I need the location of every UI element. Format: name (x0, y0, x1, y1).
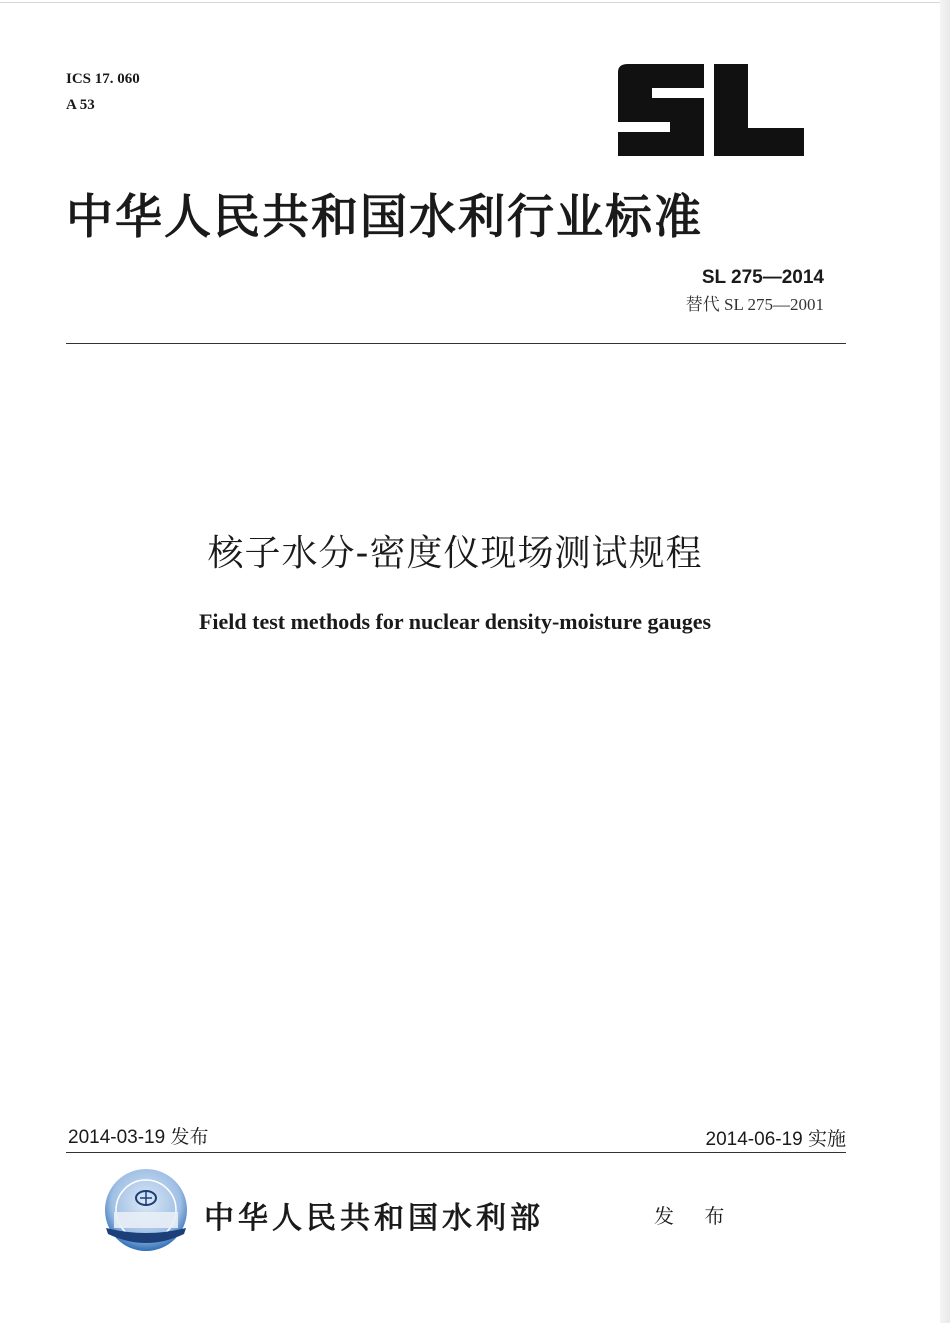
anti-counterfeit-seal-icon (104, 1168, 188, 1252)
standard-category-title: 中华人民共和国水利行业标准 (66, 190, 703, 245)
document-title-cn: 核子水分-密度仪现场测试规程 (207, 533, 703, 574)
classification-codes (66, 66, 140, 118)
publisher-name: 中华人民共和国水利部 (204, 1201, 544, 1236)
implementation-date: 2014-06-19 实施 (705, 1129, 846, 1150)
page-edge (940, 0, 950, 1323)
replaces-standard: 替代 SL 275—2001 (685, 295, 824, 314)
top-rule (0, 2, 940, 3)
sl-logo (618, 64, 804, 156)
standard-number: SL 275—2014 (701, 267, 824, 288)
issue-date: 2014-03-19 发布 (68, 1127, 209, 1148)
ccs-code: A 53 (66, 97, 95, 113)
footer-divider (66, 1152, 846, 1153)
document-title-en: Field test methods for nuclear density-moisture gauges (198, 609, 712, 634)
standard-code (686, 265, 824, 319)
publish-label: 发 布 (654, 1204, 737, 1228)
ics-code: ICS 17. 060 (66, 71, 140, 87)
header-divider (66, 343, 846, 344)
